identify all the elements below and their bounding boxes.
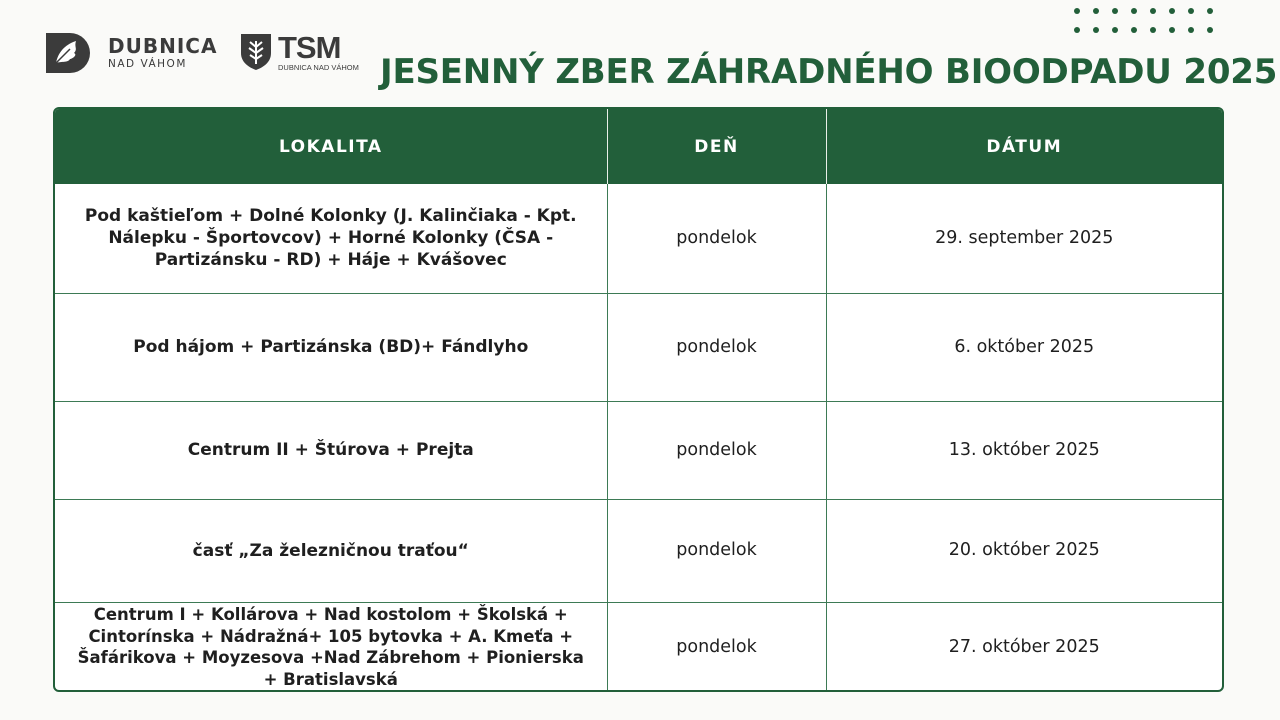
datum-cell: 27. október 2025: [826, 602, 1222, 692]
table-row: [55, 293, 1222, 401]
dubnica-logo: [44, 31, 217, 75]
lokalita-cell: Centrum I + Kollárova + Nad kostolom + Školská + Cintorínska + Nádražná+ 105 bytovka + A. Kmeťa + Šafárikova + Moyzesova +Nad Zábrehom + Pionierska + Bratislavská: [55, 602, 607, 692]
datum-cell: 20. október 2025: [826, 499, 1222, 602]
den-cell: pondelok: [607, 499, 826, 602]
column-header-datum: DÁTUM: [826, 109, 1222, 184]
tsm-logo-name: TSM: [278, 30, 341, 65]
lokalita-cell: Centrum II + Štúrova + Prejta: [55, 401, 607, 499]
table-row: [55, 401, 1222, 499]
schedule-table: [53, 107, 1224, 692]
den-cell: pondelok: [607, 184, 826, 293]
column-header-den: DEŇ: [607, 109, 826, 184]
coat-of-arms-icon: [240, 33, 272, 71]
den-cell: pondelok: [607, 401, 826, 499]
lokalita-cell: časť „Za železničnou traťou“: [55, 499, 607, 602]
decorative-dots: [1074, 8, 1226, 33]
lokalita-cell: Pod hájom + Partizánska (BD)+ Fándlyho: [55, 293, 607, 401]
table-row: [55, 184, 1222, 293]
tsm-logo-subtitle: DUBNICA NAD VÁHOM: [278, 63, 359, 72]
datum-cell: 6. október 2025: [826, 293, 1222, 401]
den-cell: pondelok: [607, 293, 826, 401]
table-header-row: [55, 109, 1222, 184]
page-title: JESENNÝ ZBER ZÁHRADNÉHO BIOODPADU 2025: [380, 52, 1278, 92]
column-header-lokalita: LOKALITA: [55, 109, 607, 184]
datum-cell: 29. september 2025: [826, 184, 1222, 293]
tsm-logo: [240, 30, 359, 73]
lokalita-cell: Pod kaštieľom + Dolné Kolonky (J. Kalinčiaka - Kpt. Nálepku - Športovcov) + Horné Kolonky (ČSA - Partizánsku - RD) + Háje + Kvášovec: [84, 206, 577, 271]
table-row: [55, 602, 1222, 692]
oak-leaf-d-icon: [44, 31, 96, 75]
dubnica-logo-name: DUBNICA: [108, 34, 218, 58]
datum-cell: 13. október 2025: [826, 401, 1222, 499]
dubnica-logo-subtitle: NAD VÁHOM: [108, 58, 187, 70]
den-cell: pondelok: [607, 602, 826, 692]
table-row: [55, 499, 1222, 602]
